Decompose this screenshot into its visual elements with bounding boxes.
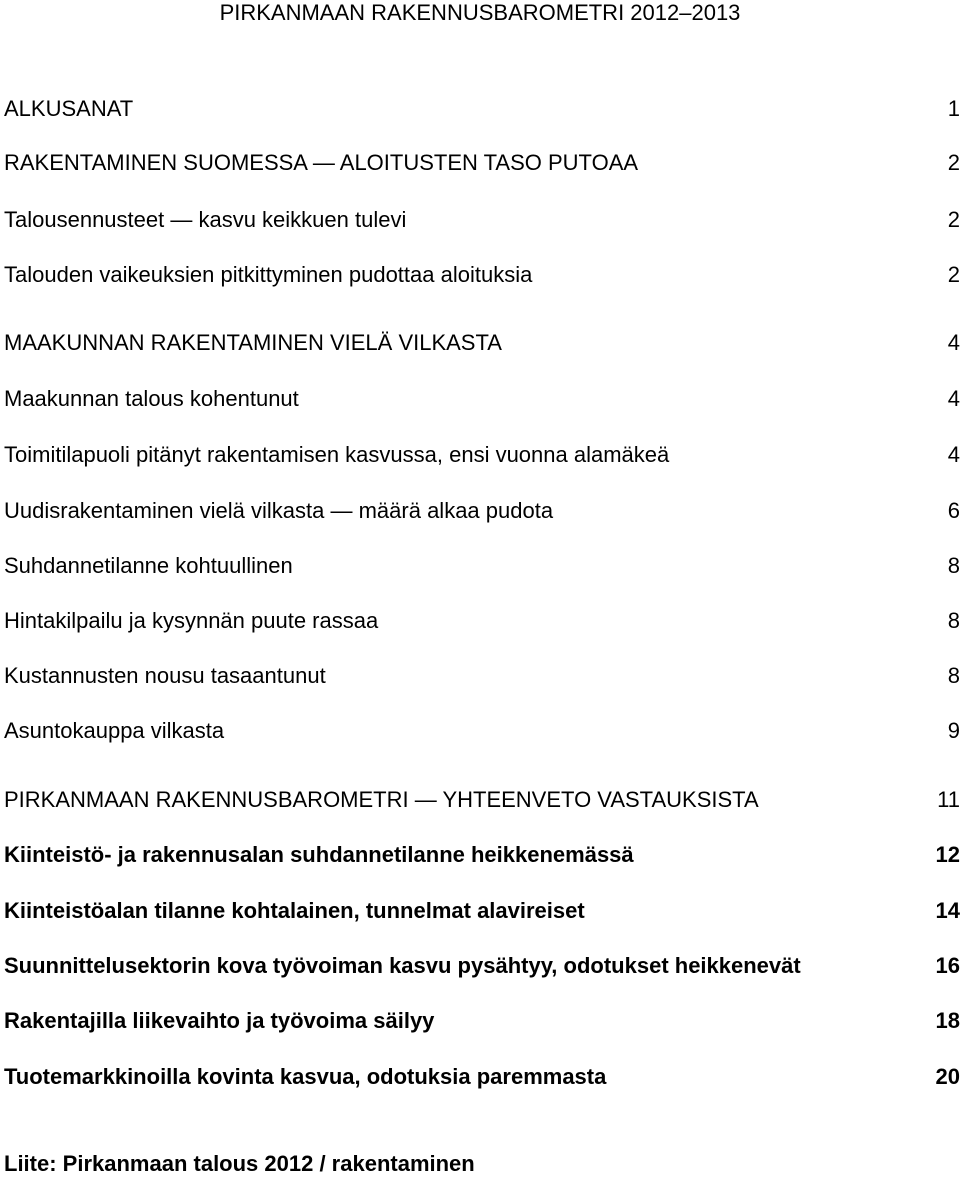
toc-entry <box>4 328 960 358</box>
toc-entry <box>4 1006 960 1036</box>
toc-entry-page-number: 4 <box>947 386 960 411</box>
toc-entry <box>4 785 960 815</box>
toc-entry-page-number: 16 <box>935 953 960 978</box>
toc-entry-title: Kiinteistöalan tilanne kohtalainen, tunnelmat alavireiset <box>4 898 585 923</box>
toc-entry <box>4 951 960 981</box>
toc-entry-page-number: 9 <box>947 718 960 743</box>
toc-entry <box>4 148 960 178</box>
toc-entry-page-number: 6 <box>947 498 960 523</box>
toc-entry-page-number: 4 <box>947 330 960 355</box>
toc-entry-page-number: 4 <box>947 442 960 467</box>
toc-entry-page-number: 14 <box>935 898 960 923</box>
toc-entry-page-number: 8 <box>947 608 960 633</box>
toc-entry <box>4 440 960 470</box>
toc-entry-title: Maakunnan talous kohentunut <box>4 386 299 411</box>
toc-entry-title: Uudisrakentaminen vielä vilkasta — määrä alkaa pudota <box>4 498 554 523</box>
toc-entry-title: ALKUSANAT <box>4 96 134 121</box>
toc-entry <box>4 551 960 581</box>
toc-entry-page-number: 18 <box>935 1008 960 1033</box>
toc-entry-page-number: 2 <box>947 150 960 175</box>
toc-entry-page-number: 12 <box>935 842 960 867</box>
toc-entry-title: Talouden vaikeuksien pitkittyminen pudottaa aloituksia <box>4 262 533 287</box>
toc-entry-title: Rakentajilla liikevaihto ja työvoima säilyy <box>4 1008 435 1033</box>
toc-entry-title: Hintakilpailu ja kysynnän puute rassaa <box>4 608 379 633</box>
toc-entry <box>4 384 960 414</box>
toc-entry-title: Asuntokauppa vilkasta <box>4 718 225 743</box>
toc-entry-title: Suhdannetilanne kohtuullinen <box>4 553 293 578</box>
toc-entry-title: Kustannusten nousu tasaantunut <box>4 663 326 688</box>
toc-entry-title: MAAKUNNAN RAKENTAMINEN VIELÄ VILKASTA <box>4 330 502 355</box>
toc-entry-page-number: 20 <box>935 1064 960 1089</box>
toc-entry-page-number: 11 <box>937 787 960 812</box>
toc-entry <box>4 205 960 235</box>
toc-entry <box>4 606 960 636</box>
toc-entry-title: PIRKANMAAN RAKENNUSBAROMETRI — YHTEENVETO VASTAUKSISTA <box>4 787 759 812</box>
toc-entry <box>4 496 960 526</box>
toc-entry <box>4 840 960 870</box>
toc-entry-title: Talousennusteet — kasvu keikkuen tulevi <box>4 207 407 232</box>
toc-entry <box>4 1062 960 1092</box>
toc-entry-page-number: 2 <box>947 207 960 232</box>
toc-entry-page-number: 1 <box>947 96 960 121</box>
toc-entry <box>4 260 960 290</box>
toc-entry-title: Suunnittelusektorin kova työvoiman kasvu pysähtyy, odotukset heikkenevät <box>4 953 801 978</box>
toc-entry-title: Tuotemarkkinoilla kovinta kasvua, odotuksia paremmasta <box>4 1064 607 1089</box>
toc-entry-title: RAKENTAMINEN SUOMESSA — ALOITUSTEN TASO PUTOAA <box>4 150 639 175</box>
toc-entry-title: Toimitilapuoli pitänyt rakentamisen kasvussa, ensi vuonna alamäkeä <box>4 442 670 467</box>
document-title: PIRKANMAAN RAKENNUSBAROMETRI 2012–2013 <box>219 0 741 25</box>
toc-entry-page-number: 2 <box>947 262 960 287</box>
toc-entry <box>4 896 960 926</box>
toc-entry-page-number: 8 <box>947 553 960 578</box>
toc-entry <box>4 94 960 124</box>
appendix-note: Liite: Pirkanmaan talous 2012 / rakentaminen <box>4 1151 475 1176</box>
toc-entry-page-number: 8 <box>947 663 960 688</box>
toc-entry <box>4 716 960 746</box>
toc-entry <box>4 661 960 691</box>
toc-entry-title: Kiinteistö- ja rakennusalan suhdannetilanne heikkenemässä <box>4 842 634 867</box>
